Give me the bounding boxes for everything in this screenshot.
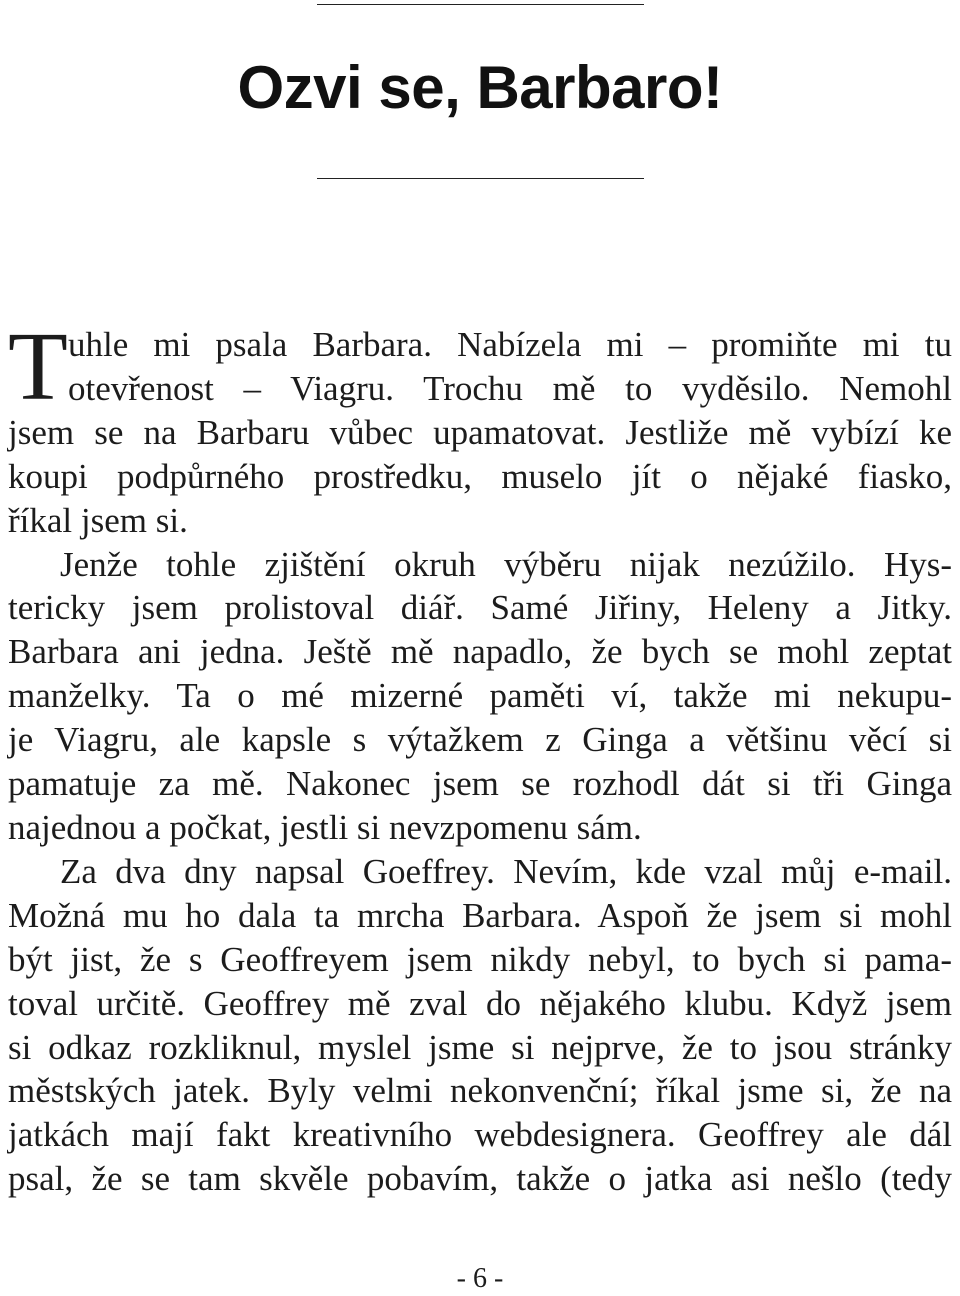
text-line: uhle mi psala Barbara. Nabízela mi – promiňte mi tu bbox=[68, 325, 952, 364]
text-line: tericky jsem prolistoval diář. Samé Jiřiny, Heleny a Jitky. bbox=[8, 588, 952, 628]
text-line: manželky. Ta o mé mizerné paměti ví, takže mi nekupu- bbox=[8, 676, 952, 716]
text-line: městských jatek. Byly velmi nekonvenční; říkal jsme si, že na bbox=[8, 1071, 952, 1111]
text-line: Barbara ani jedna. Ještě mě napadlo, že bych se mohl zeptat bbox=[8, 632, 952, 672]
text-line: říkal jsem si. bbox=[8, 500, 188, 540]
first-paragraph-opening bbox=[8, 313, 952, 421]
bottom-rule bbox=[317, 178, 644, 179]
text-line: toval určitě. Geoffrey mě zval do nějakého klubu. Když jsem bbox=[8, 983, 952, 1023]
text-line: je Viagru, ale kapsle s výtažkem z Ginga a většinu věcí si bbox=[8, 720, 952, 760]
text-line: Jenže tohle zjištění okruh výběru nijak nezúžilo. Hys- bbox=[60, 544, 952, 584]
body-text bbox=[8, 313, 952, 1201]
text-line: jsem se na Barbaru vůbec upamatovat. Jestliže mě vybízí ke bbox=[8, 412, 952, 452]
text-line: najednou a počkat, jestli si nevzpomenu sám. bbox=[8, 807, 642, 847]
drop-cap: T bbox=[8, 313, 68, 421]
page-number: - 6 - bbox=[456, 1263, 504, 1294]
text-line: pamatuje za mě. Nakonec jsem se rozhodl dát si tři Ginga bbox=[8, 764, 952, 804]
top-rule bbox=[317, 4, 644, 5]
text-line: Za dva dny napsal Goeffrey. Nevím, kde vzal můj e-mail. bbox=[60, 851, 952, 891]
text-line: být jist, že s Geoffreyem jsem nikdy nebyl, to bych si pama- bbox=[8, 939, 952, 979]
text-line: koupi podpůrného prostředku, muselo jít o nějaké fiasko, bbox=[8, 456, 952, 496]
text-line: otevřenost – Viagru. Trochu mě to vyděsilo. Nemohl bbox=[68, 368, 952, 408]
text-line: si odkaz rozkliknul, myslel jsme si nejprve, že to jsou stránky bbox=[8, 1027, 952, 1067]
chapter-title: Ozvi se, Barbaro! bbox=[237, 54, 723, 121]
text-line: jatkách mají fakt kreativního webdesignera. Geoffrey ale dál bbox=[8, 1115, 952, 1155]
text-line: psal, že se tam skvěle pobavím, takže o jatka asi nešlo (tedy bbox=[8, 1159, 952, 1199]
text-line: Možná mu ho dala ta mrcha Barbara. Aspoň že jsem si mohl bbox=[8, 895, 952, 935]
